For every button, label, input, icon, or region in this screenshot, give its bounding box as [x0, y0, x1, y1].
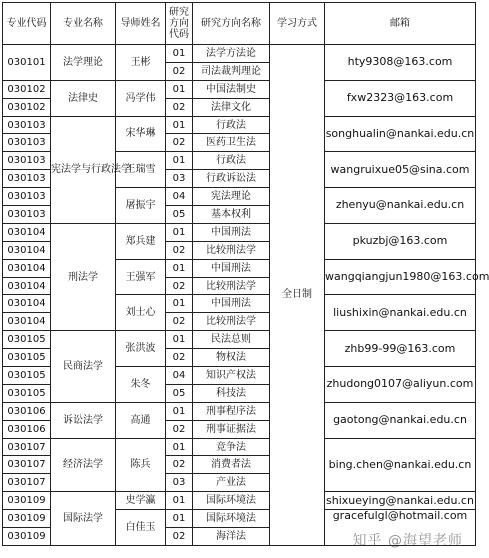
- cell-dir-code: 02: [166, 313, 193, 331]
- cell-advisor: 史学瀛: [116, 492, 166, 510]
- cell-code: 030105: [3, 349, 51, 367]
- cell-code: 030104: [3, 295, 51, 313]
- cell-major: 国际法学: [51, 492, 116, 546]
- cell-code: 030104: [3, 313, 51, 331]
- program-table: [2, 2, 489, 546]
- cell-major: 刑法学: [51, 223, 116, 330]
- cell-code: 030105: [3, 384, 51, 402]
- cell-dir-code: 01: [166, 45, 193, 63]
- table-row: [3, 45, 476, 63]
- cell-code: 030103: [3, 188, 51, 206]
- table-row: [3, 80, 476, 98]
- cell-dir-name: 产业法: [193, 474, 270, 492]
- cell-dir-name: 民法总则: [193, 331, 270, 349]
- cell-dir-name: 比较刑法学: [193, 241, 270, 259]
- cell-dir-name: 司法裁判理论: [193, 62, 270, 80]
- cell-dir-name: 刑事证据法: [193, 420, 270, 438]
- cell-email: liushixin@nankai.edu.cn: [325, 295, 476, 331]
- cell-dir-code: 05: [166, 206, 193, 224]
- cell-code: 030103: [3, 152, 51, 170]
- cell-code: 030106: [3, 402, 51, 420]
- cell-code: 030102: [3, 80, 51, 98]
- cell-code: 030104: [3, 223, 51, 241]
- cell-email: zhenyu@nankai.edu.cn: [325, 188, 476, 224]
- cell-dir-name: 行政法: [193, 152, 270, 170]
- cell-dir-name: 医药卫生法: [193, 134, 270, 152]
- cell-code: 030103: [3, 134, 51, 152]
- cell-dir-code: 02: [166, 134, 193, 152]
- cell-dir-code: 01: [166, 438, 193, 456]
- cell-email: hty9308@163.com: [325, 45, 476, 81]
- watermark: 知乎 @海望老师: [352, 533, 463, 549]
- table-row: [3, 438, 476, 456]
- cell-code: 030103: [3, 116, 51, 134]
- cell-advisor: 朱冬: [116, 367, 166, 403]
- cell-dir-name: 法学方法论: [193, 45, 270, 63]
- cell-code: 030107: [3, 474, 51, 492]
- header-advisor: 导师姓名: [116, 3, 166, 45]
- cell-email: pkuzbj@163.com: [325, 223, 476, 259]
- cell-major: 法律史: [51, 80, 116, 116]
- header-row: [3, 3, 476, 45]
- cell-advisor: 冯学伟: [116, 80, 166, 116]
- cell-dir-name: 基本权利: [193, 206, 270, 224]
- cell-dir-name: 知识产权法: [193, 367, 270, 385]
- cell-dir-name: 法律文化: [193, 98, 270, 116]
- cell-dir-code: 01: [166, 492, 193, 510]
- cell-dir-name: 宪法理论: [193, 188, 270, 206]
- cell-advisor: 王强军: [116, 259, 166, 295]
- cell-dir-code: 02: [166, 241, 193, 259]
- cell-code: 030107: [3, 438, 51, 456]
- cell-dir-code: 04: [166, 367, 193, 385]
- cell-major: 法学理论: [51, 45, 116, 81]
- table-row: [3, 492, 476, 510]
- cell-advisor: 陈兵: [116, 438, 166, 492]
- cell-major: 经济法学: [51, 438, 116, 492]
- cell-advisor: 王彬: [116, 45, 166, 81]
- cell-code: 030106: [3, 420, 51, 438]
- cell-dir-code: 02: [166, 62, 193, 80]
- cell-dir-code: 01: [166, 259, 193, 277]
- cell-dir-name: 科技法: [193, 384, 270, 402]
- cell-code: 030104: [3, 259, 51, 277]
- cell-dir-name: 中国刑法: [193, 295, 270, 313]
- cell-dir-code: 02: [166, 349, 193, 367]
- cell-dir-code: 03: [166, 170, 193, 188]
- cell-email: shixueying@nankai.edu.cn: [325, 492, 476, 510]
- cell-dir-name: 行政法: [193, 116, 270, 134]
- cell-advisor: 郑兵建: [116, 223, 166, 259]
- table-row: [3, 402, 476, 420]
- cell-dir-name: 物权法: [193, 349, 270, 367]
- header-email: 邮箱: [325, 3, 476, 45]
- cell-dir-name: 中国刑法: [193, 259, 270, 277]
- header-dir-code: 研究方向代码: [166, 3, 193, 45]
- cell-dir-name: 国际环境法: [193, 510, 270, 528]
- cell-dir-code: 02: [166, 528, 193, 546]
- header-dir-name: 研究方向名称: [193, 3, 270, 45]
- table-row: [3, 116, 476, 134]
- cell-email: zhb99-99@163.com: [325, 331, 476, 367]
- cell-code: 030107: [3, 456, 51, 474]
- cell-advisor: 刘士心: [116, 295, 166, 331]
- cell-dir-name: 海洋法: [193, 528, 270, 546]
- cell-dir-name: 比较刑法学: [193, 313, 270, 331]
- cell-email: fxw2323@163.com: [325, 80, 476, 116]
- cell-dir-code: 02: [166, 456, 193, 474]
- cell-dir-code: 03: [166, 474, 193, 492]
- table-row: [3, 223, 476, 241]
- cell-code: 030104: [3, 277, 51, 295]
- cell-dir-code: 05: [166, 384, 193, 402]
- header-major: 专业名称: [51, 3, 116, 45]
- cell-email: zhudong0107@aliyun.com: [325, 367, 476, 403]
- cell-email: wangqiangjun1980@163.com: [325, 259, 476, 295]
- cell-dir-code: 01: [166, 510, 193, 528]
- cell-code: 030109: [3, 492, 51, 510]
- cell-code: 030103: [3, 206, 51, 224]
- cell-code: 030109: [3, 528, 51, 546]
- cell-dir-name: 中国法制史: [193, 80, 270, 98]
- cell-email: gaotong@nankai.edu.cn: [325, 402, 476, 438]
- cell-dir-name: 国际环境法: [193, 492, 270, 510]
- cell-code: 030104: [3, 241, 51, 259]
- cell-dir-code: 04: [166, 188, 193, 206]
- cell-email: gracefulgl@hotmail.com: [325, 510, 476, 546]
- cell-study-mode: 全日制: [270, 45, 325, 546]
- cell-dir-code: 01: [166, 80, 193, 98]
- cell-code: 030109: [3, 510, 51, 528]
- cell-major: 宪法学与行政法学: [51, 116, 116, 223]
- cell-email: bing.chen@nankai.edu.cn: [325, 438, 476, 492]
- cell-code: 030105: [3, 367, 51, 385]
- cell-dir-code: 01: [166, 402, 193, 420]
- cell-dir-code: 01: [166, 295, 193, 313]
- cell-dir-name: 行政诉讼法: [193, 170, 270, 188]
- cell-advisor: 屠振宇: [116, 188, 166, 224]
- cell-code: 030103: [3, 170, 51, 188]
- cell-advisor: 高通: [116, 402, 166, 438]
- cell-dir-name: 竞争法: [193, 438, 270, 456]
- cell-advisor: 宋华琳: [116, 116, 166, 152]
- cell-dir-name: 刑事程序法: [193, 402, 270, 420]
- header-code: 专业代码: [3, 3, 51, 45]
- cell-code: 030101: [3, 45, 51, 81]
- cell-dir-code: 01: [166, 223, 193, 241]
- cell-dir-name: 消费者法: [193, 456, 270, 474]
- table-row: [3, 331, 476, 349]
- cell-dir-code: 02: [166, 98, 193, 116]
- cell-dir-code: 02: [166, 420, 193, 438]
- cell-advisor: 白佳玉: [116, 510, 166, 546]
- cell-email: songhualin@nankai.edu.cn: [325, 116, 476, 152]
- cell-code: 030105: [3, 331, 51, 349]
- cell-major: 诉讼法学: [51, 402, 116, 438]
- cell-dir-name: 中国刑法: [193, 223, 270, 241]
- cell-dir-code: 01: [166, 152, 193, 170]
- cell-email: wangruixue05@sina.com: [325, 152, 476, 188]
- cell-advisor: 王瑞雪: [116, 152, 166, 188]
- cell-dir-code: 01: [166, 331, 193, 349]
- cell-code: 030102: [3, 98, 51, 116]
- cell-major: 民商法学: [51, 331, 116, 403]
- cell-advisor: 张洪波: [116, 331, 166, 367]
- header-study-mode: 学习方式: [270, 3, 325, 45]
- cell-dir-code: 01: [166, 116, 193, 134]
- cell-dir-code: 02: [166, 277, 193, 295]
- cell-dir-name: 比较刑法学: [193, 277, 270, 295]
